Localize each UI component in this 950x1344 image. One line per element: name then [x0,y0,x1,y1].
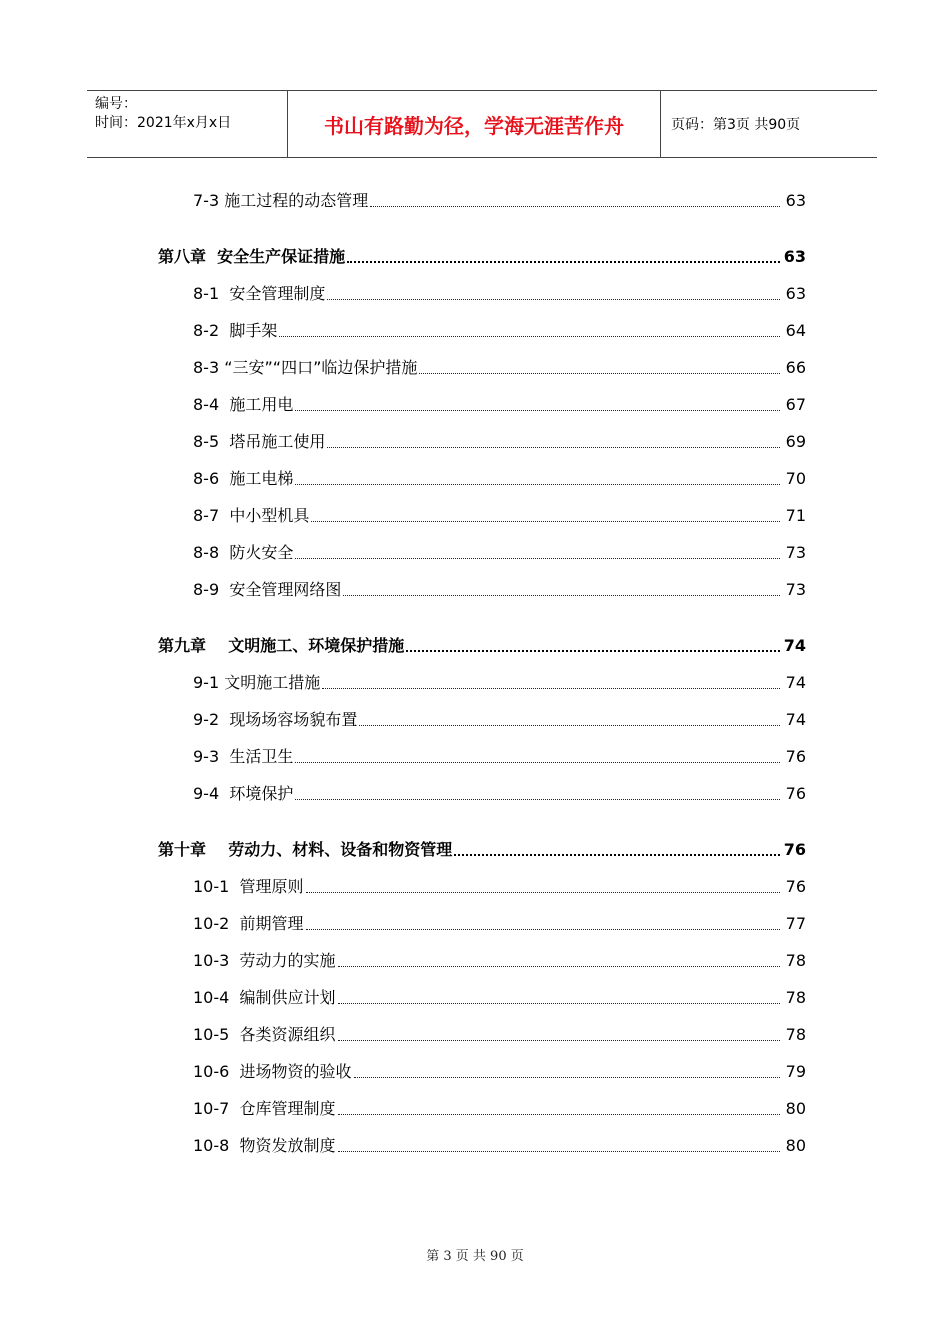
toc-entry-page: 76 [785,877,806,896]
toc-entry[interactable] [0,502,806,526]
toc-chapter-entry[interactable] [0,632,806,656]
toc-entry[interactable] [0,317,806,341]
toc-dot-leader [454,854,780,856]
toc-dot-leader [338,1151,781,1152]
toc-entry-number: 8-1 [193,284,230,303]
toc-chapter-entry[interactable] [0,243,806,267]
toc-dot-leader [295,484,780,485]
toc-entry-number: 10-2 [193,914,240,933]
toc-dot-leader [306,929,781,930]
serial-label: 编号： [95,96,137,112]
toc-entry[interactable] [0,984,806,1008]
toc-entry-title: 编制供应计划 [239,988,336,1007]
toc-entry-number: 第十章 [158,840,229,859]
toc-entry-page: 63 [785,284,806,303]
toc-entry-page: 69 [785,432,806,451]
header-motto: 书山有路勤为径，学海无涯苦作舟 [288,91,661,157]
toc-dot-leader [295,410,780,411]
toc-entry-title: 安全管理网络图 [229,580,342,599]
toc-entry-page: 64 [785,321,806,340]
toc-dot-leader [295,558,780,559]
toc-entry[interactable] [0,354,806,378]
toc-entry-number: 8-5 [193,432,230,451]
toc-entry-page: 63 [783,247,806,266]
toc-entry-number: 10-8 [193,1136,240,1155]
toc-entry-number: 9-2 [193,710,230,729]
toc-entry-title: 文明施工措施 [224,673,321,692]
toc-entry-title: 管理原则 [239,877,304,896]
toc-entry-number: 第九章 [158,636,229,655]
toc-entry-number: 9-3 [193,747,230,766]
toc-entry[interactable] [0,873,806,897]
toc-entry-number: 10-6 [193,1062,240,1081]
toc-entry-title: 安全管理制度 [229,284,326,303]
toc-entry-page: 71 [785,506,806,525]
toc-entry-number: 10-4 [193,988,240,1007]
toc-entry[interactable] [0,947,806,971]
toc-dot-leader [311,521,780,522]
toc-entry-title: 文明施工、环境保护措施 [228,636,405,655]
toc-entry-page: 80 [785,1099,806,1118]
toc-dot-leader [406,650,780,652]
page-footer: 第 3 页 共 90 页 [426,1249,524,1264]
toc-entry[interactable] [0,280,806,304]
toc-dot-leader [338,1114,781,1115]
toc-entry-title: 中小型机具 [229,506,310,525]
toc-entry[interactable] [0,1132,806,1156]
toc-entry-page: 78 [785,988,806,1007]
toc-entry-page: 76 [783,840,806,859]
toc-entry[interactable] [0,1095,806,1119]
toc-dot-leader [354,1077,781,1078]
toc-entry-page: 73 [785,580,806,599]
toc-entry-number: 8-3 [193,358,225,377]
toc-entry-title: 防火安全 [229,543,294,562]
toc-dot-leader [327,299,780,300]
toc-dot-leader [306,892,781,893]
toc-entry-number: 8-4 [193,395,230,414]
header-meta [87,91,288,157]
toc-entry-title: 施工电梯 [229,469,294,488]
toc-dot-leader [327,447,780,448]
toc-entry-title: 劳动力的实施 [239,951,336,970]
toc-entry-page: 80 [785,1136,806,1155]
toc-entry-title: 环境保护 [229,784,294,803]
toc-entry-page: 63 [785,191,806,210]
toc-entry-page: 78 [785,1025,806,1044]
toc-dot-leader [370,206,780,207]
date-label: 时间：2021年x月x日 [95,115,232,131]
toc-entry-title: 施工过程的动态管理 [224,191,369,210]
toc-dot-leader [338,966,781,967]
toc-dot-leader [279,336,780,337]
toc-entry-page: 76 [785,747,806,766]
toc-entry-title: “三安”“四口”临边保护措施 [224,358,418,377]
toc-entry-title: 现场场容场貌布置 [229,710,358,729]
toc-entry[interactable] [0,465,806,489]
toc-entry-title: 各类资源组织 [239,1025,336,1044]
toc-entry-title: 劳动力、材料、设备和物资管理 [228,840,453,859]
toc-entry-number: 10-3 [193,951,240,970]
toc-entry-title: 塔吊施工使用 [229,432,326,451]
toc-entry-title: 施工用电 [229,395,294,414]
toc-dot-leader [338,1003,781,1004]
toc-entry-number: 10-7 [193,1099,240,1118]
toc-entry-number: 8-6 [193,469,230,488]
toc-dot-leader [343,595,780,596]
toc-dot-leader [347,261,780,263]
toc-entry-page: 78 [785,951,806,970]
toc-entry-page: 79 [785,1062,806,1081]
toc-entry-title: 安全生产保证措施 [217,247,346,266]
toc-entry-page: 66 [785,358,806,377]
toc-entry-number: 10-1 [193,877,240,896]
toc-entry[interactable] [0,910,806,934]
toc-dot-leader [322,688,780,689]
toc-entry-number: 9-1 [193,673,225,692]
toc-entry-number: 10-5 [193,1025,240,1044]
toc-entry[interactable] [0,743,806,767]
toc-dot-leader [295,762,780,763]
toc-dot-leader [359,725,780,726]
toc-entry[interactable] [0,187,806,211]
toc-entry[interactable] [0,1021,806,1045]
toc-entry[interactable] [0,1058,806,1082]
toc-entry-title: 脚手架 [229,321,278,340]
toc-entry-page: 67 [785,395,806,414]
toc-entry[interactable] [0,576,806,600]
toc-chapter-entry[interactable] [0,836,806,860]
toc-entry-number: 9-4 [193,784,230,803]
toc-entry[interactable] [0,428,806,452]
toc-entry-title: 仓库管理制度 [239,1099,336,1118]
toc-entry-title: 进场物资的验收 [239,1062,352,1081]
toc-dot-leader [295,799,780,800]
toc-entry[interactable] [0,669,806,693]
toc-entry[interactable] [0,391,806,415]
toc-entry-number: 7-3 [193,191,225,210]
toc-entry-title: 前期管理 [239,914,304,933]
toc-entry-number: 8-8 [193,543,230,562]
toc-entry-number: 8-2 [193,321,230,340]
toc-entry-page: 77 [785,914,806,933]
page-header [87,90,877,158]
toc-entry-page: 76 [785,784,806,803]
toc-dot-leader [419,373,780,374]
header-page-info: 页码：第3页 共90页 [671,117,801,133]
toc-entry-title: 物资发放制度 [239,1136,336,1155]
toc-entry-number: 8-7 [193,506,230,525]
toc-entry-page: 74 [783,636,806,655]
toc-entry-title: 生活卫生 [229,747,294,766]
toc-entry-page: 74 [785,710,806,729]
toc-entry-number: 第八章 [158,247,218,266]
toc-entry-page: 73 [785,543,806,562]
toc-entry-page: 74 [785,673,806,692]
toc-entry[interactable] [0,780,806,804]
toc-entry-page: 70 [785,469,806,488]
toc-entry[interactable] [0,539,806,563]
toc-dot-leader [338,1040,781,1041]
toc-entry[interactable] [0,706,806,730]
toc-entry-number: 8-9 [193,580,230,599]
